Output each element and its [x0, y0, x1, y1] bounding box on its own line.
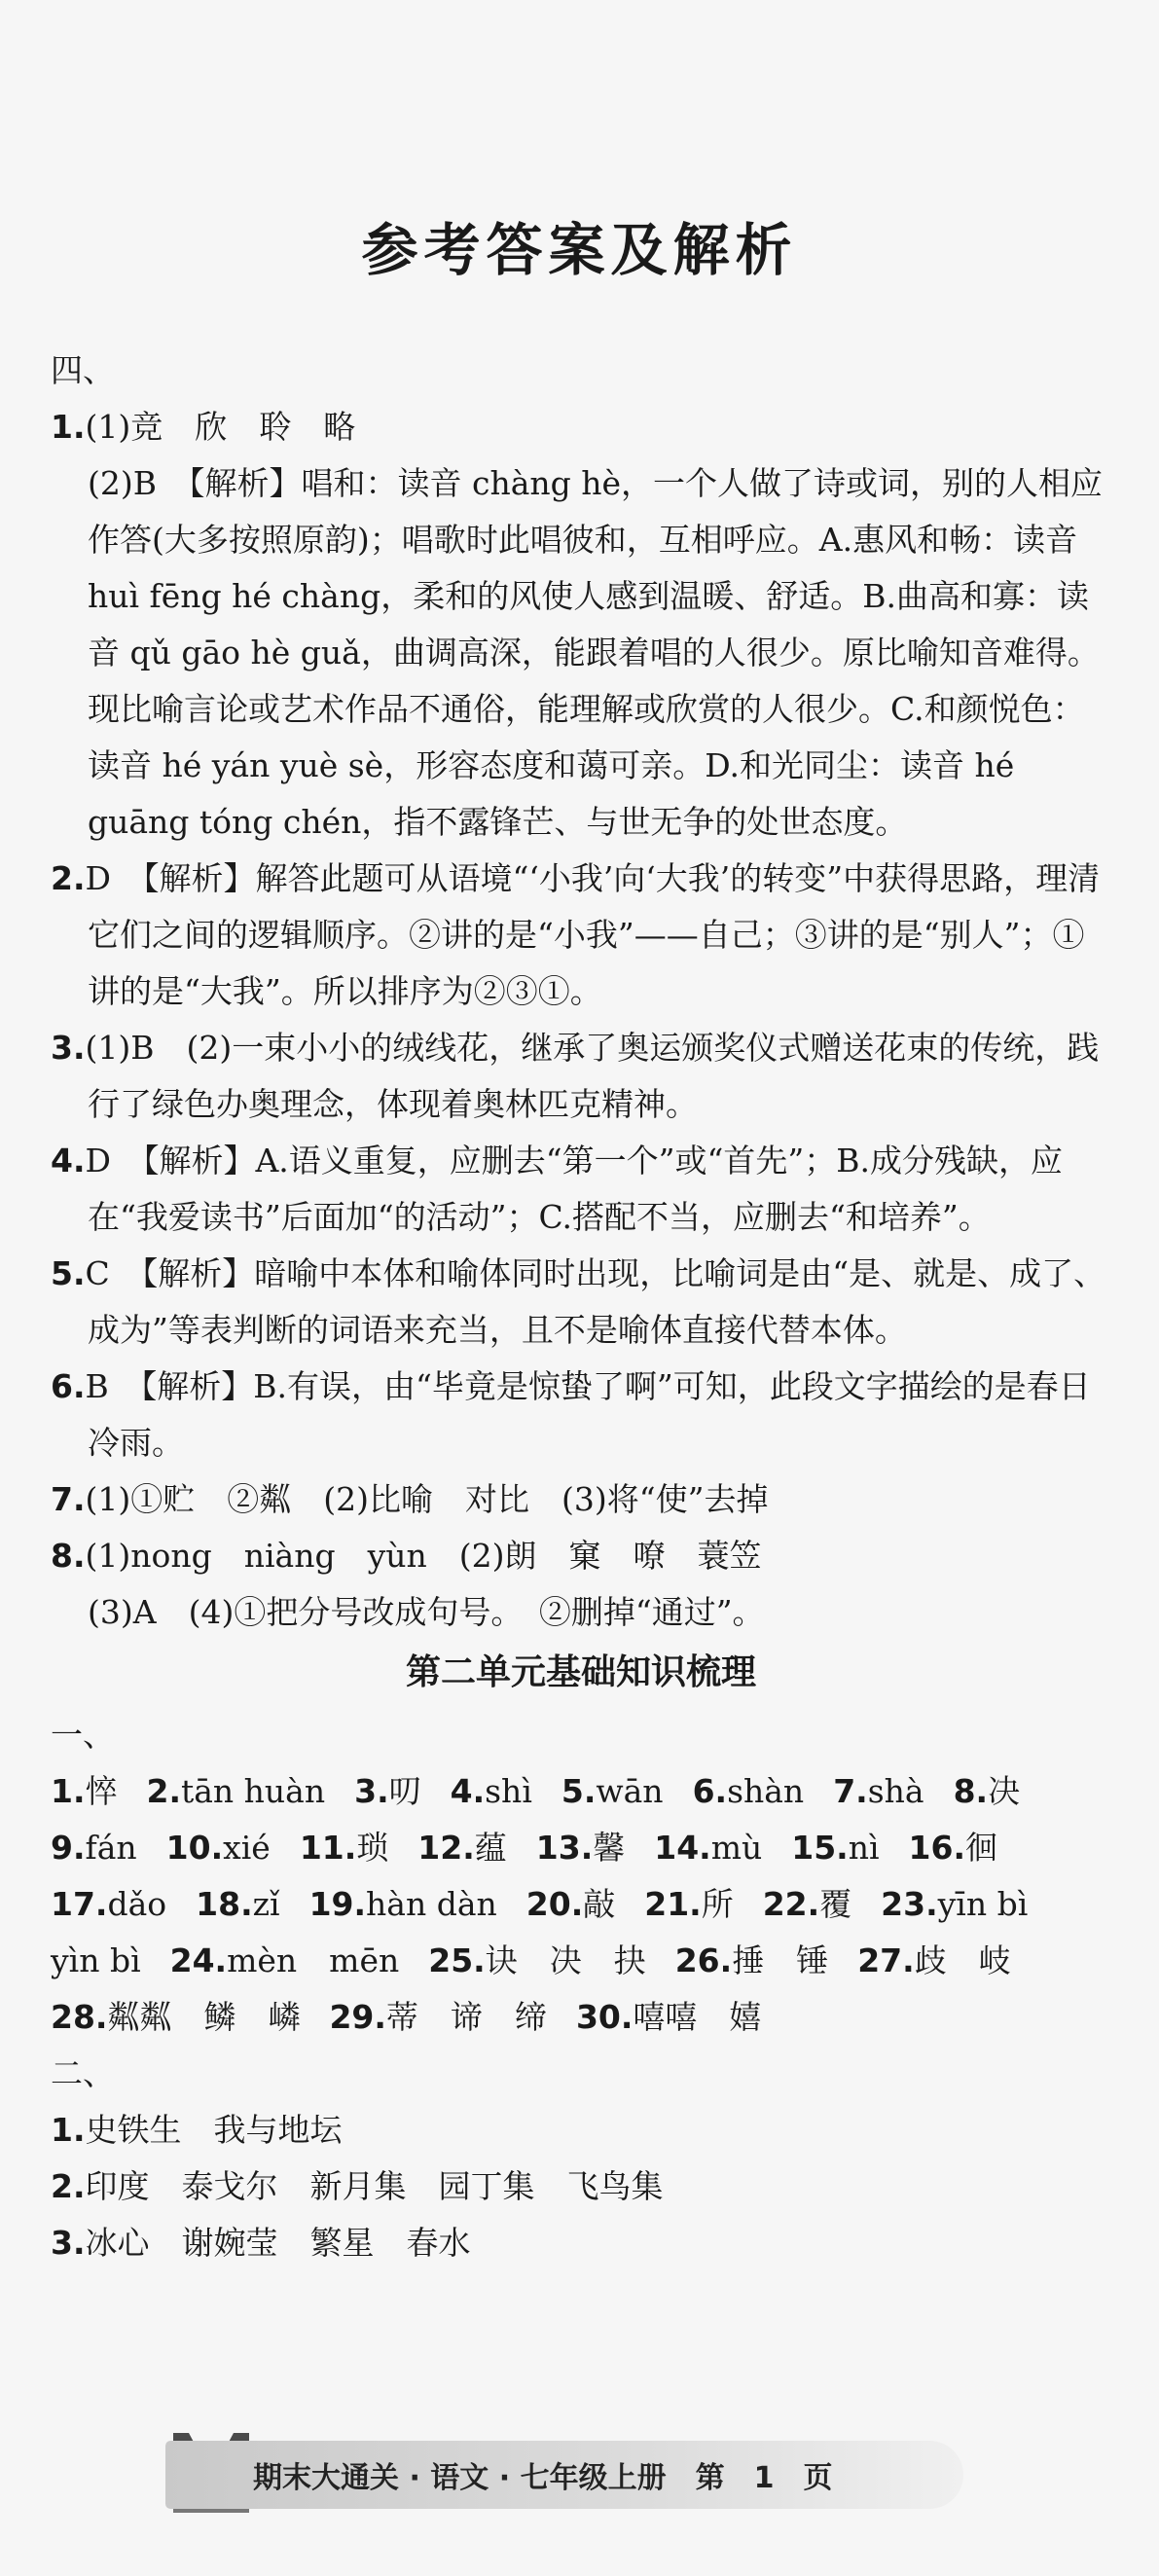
vocab-item: 10.xié [165, 1829, 271, 1867]
vocab-row-2 [51, 1820, 1111, 1876]
q1-part1: (1)竞 欣 聆 略 [85, 408, 356, 446]
vocab-item: 6.shàn [692, 1772, 805, 1810]
answer-content [51, 343, 1111, 2271]
vocab-item: 27.歧 岐 [857, 1941, 1011, 1979]
q6 [51, 1359, 1111, 1471]
q1-line1 [51, 399, 1111, 455]
vocab-item: 13.馨 [535, 1829, 626, 1867]
vocab-item: 5.wān [561, 1772, 664, 1810]
q6-number: 6. [51, 1367, 86, 1405]
vocab-item: 11.琐 [299, 1829, 389, 1867]
literature-item-1: 1.史铁生 我与地坛 [51, 2111, 343, 2149]
q1-number: 1. [51, 408, 86, 446]
unit2-section-1: 一、 [51, 1716, 115, 1754]
section-heading-4: 四、 [51, 351, 115, 389]
vocab-item: 16.徊 [908, 1829, 997, 1867]
vocab-item: 3.叨 [354, 1772, 421, 1810]
q6-text: B 【解析】B.有误，由“毕竟是惊蛰了啊”可知，此段文字描绘的是春日冷雨。 [85, 1367, 1091, 1462]
literature-item-2: 2.印度 泰戈尔 新月集 园丁集 飞鸟集 [51, 2167, 664, 2205]
vocab-item: 14.mù [654, 1829, 763, 1867]
vocab-item: 12.蕴 [417, 1829, 507, 1867]
vocab-item: 24.mèn mēn [169, 1941, 400, 1979]
vocab-item: 9.fán [51, 1829, 137, 1867]
q4 [51, 1133, 1111, 1246]
literature-item-3: 3.冰心 谢婉莹 繁星 春水 [51, 2224, 471, 2262]
vocab-item: 22.覆 [762, 1885, 852, 1923]
q7-text: (1)①贮 ②粼 (2)比喻 对比 (3)将“使”去掉 [85, 1480, 769, 1518]
q2 [51, 851, 1111, 1020]
vocab-item: 29.蒂 谛 缔 [329, 1998, 547, 2036]
vocab-item: 17.dǎo [51, 1885, 167, 1923]
vocab-item: 25.诀 决 抉 [428, 1941, 646, 1979]
footer-text: 期末大通关 · 语文 · 七年级上册 第 1 页 [253, 2461, 833, 2495]
vocab-item: 4.shì [450, 1772, 532, 1810]
vocab-item: 19.hàn dàn [308, 1885, 497, 1923]
page-footer [165, 2441, 963, 2509]
q8-line2: (3)A (4)①把分号改成句号。 ②删掉“通过”。 [88, 1593, 765, 1631]
q2-text: D 【解析】解答此题可从语境“‘小我’向‘大我’的转变”中获得思路，理清它们之间的逻辑顺序。②讲的是“小我”——自己；③讲的是“别人”；①讲的是“大我”。所以排序为②③①。 [85, 859, 1101, 1010]
unit2-section-2: 二、 [51, 2054, 115, 2092]
vocab-item: 18.zǐ [196, 1885, 280, 1923]
q3-number: 3. [51, 1029, 86, 1067]
vocab-item: 8.决 [953, 1772, 1021, 1810]
vocab-item: 28.粼粼 鳞 嶙 [51, 1998, 301, 2036]
unit2-heading: 第二单元基础知识梳理 [405, 1652, 756, 1692]
vocab-item: 7.shà [833, 1772, 924, 1810]
q3-text: (1)B (2)一束小小的绒线花，继承了奥运颁奖仪式赠送花束的传统，践行了绿色办奥理念，体现着奥林匹克精神。 [85, 1029, 1100, 1123]
q2-number: 2. [51, 859, 86, 897]
q8-number: 8. [51, 1537, 86, 1575]
vocab-item: 30.嘻嘻 嬉 [575, 1998, 762, 2036]
vocab-item: yìn bì [51, 1941, 141, 1979]
q5-text: C 【解析】暗喻中本体和喻体同时出现，比喻词是由“是、就是、成了、成为”等表判断的词语来充当，且不是喻体直接代替本体。 [85, 1254, 1106, 1349]
vocab-item: 23.yīn bì [881, 1885, 1029, 1923]
vocab-item: 26.捶 锤 [674, 1941, 829, 1979]
vocab-row-5 [51, 1989, 1111, 2046]
vocab-item: 20.敲 [525, 1885, 616, 1923]
q7 [51, 1471, 1111, 1528]
page-title: 参考答案及解析 [361, 217, 798, 283]
q5 [51, 1246, 1111, 1359]
q5-number: 5. [51, 1254, 86, 1292]
vocab-row-1 [51, 1763, 1111, 1820]
q3 [51, 1020, 1111, 1133]
vocab-item: 1.悴 [51, 1772, 118, 1810]
q8-text-1: (1)nong niàng yùn (2)朗 窠 嘹 蓑笠 [85, 1537, 762, 1575]
vocab-item: 2.tān huàn [146, 1772, 326, 1810]
vocab-row-4 [51, 1933, 1111, 1989]
q8-line1 [51, 1528, 1111, 1584]
vocab-item: 15.nì [791, 1829, 880, 1867]
q4-number: 4. [51, 1142, 86, 1179]
q4-text: D 【解析】A.语义重复，应删去“第一个”或“首先”；B.成分残缺，应在“我爱读书”后面加“的活动”；C.搭配不当，应删去“和培养”。 [85, 1142, 1064, 1236]
q7-number: 7. [51, 1480, 86, 1518]
vocab-row-3 [51, 1876, 1111, 1933]
vocab-item: 21.所 [644, 1885, 734, 1923]
q1-part2: (2)B 【解析】唱和：读音 chàng hè，一个人做了诗或词，别的人相应作答(大多按照原韵)；唱歌时此唱彼和，互相呼应。A.惠风和畅：读音 huì fēng hé chàng，柔和的风使人感到温暖、舒适。B.曲高和寡：读音 qǔ gāo hè guǎ，曲调高深，能跟着唱的人很少。原比喻知音难得。现比喻言论或艺术作品不通俗，能理解或欣赏的人很少。C.和颜悦色：读音 hé yán yuè sè，形容态度和蔼可亲。D.和光同尘：读音 hé guāng tóng chén，指不露锋芒、与世无争的处世态度。 [88, 464, 1104, 841]
